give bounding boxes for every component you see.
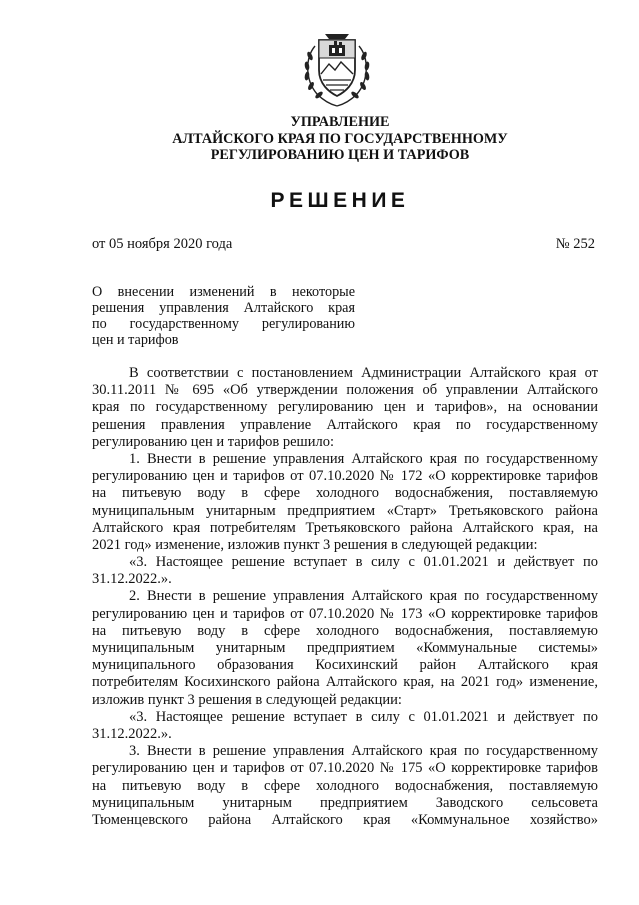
body-line: муниципальным унитарным предприятием Заводского сельсовета xyxy=(92,794,598,811)
subject-line: цен и тарифов xyxy=(92,332,179,348)
agency-name-line: АЛТАЙСКОГО КРАЯ ПО ГОСУДАРСТВЕННОМУ xyxy=(172,130,508,147)
body-line: регулированию цен и тарифов решило: xyxy=(92,433,334,450)
agency-name-line: УПРАВЛЕНИЕ xyxy=(290,114,390,130)
body-line: Тюменцевского района Алтайского края «Коммунальное хозяйство» xyxy=(92,811,598,828)
body-line: регулированию цен и тарифов от 07.10.2020 № 175 «О корректировке тарифов xyxy=(92,760,598,777)
body-line: регулированию цен и тарифов от 07.10.2020 № 172 «О корректировке тарифов xyxy=(92,468,598,485)
body-line: 31.12.2022.». xyxy=(92,725,172,742)
body-line: края по государственному регулированию цен и тарифов», на основании xyxy=(92,399,598,416)
body-line: изложив пункт 3 решения в следующей редакции: xyxy=(92,691,402,708)
body-line: решения правления управление Алтайского края по государственному xyxy=(92,416,598,433)
document-body xyxy=(92,365,598,829)
body-line: «3. Настоящее решение вступает в силу с 01.01.2021 и действует по xyxy=(129,708,598,725)
altai-krai-coat-of-arms-icon xyxy=(299,28,375,108)
body-line: на питьевую воду в сфере холодного водоснабжения, поставляемую xyxy=(92,622,598,639)
body-line: потребителям Косихинского района Алтайского края, на 2021 год» изменение, xyxy=(92,674,598,691)
subject-line: по государственному регулированию xyxy=(92,316,355,332)
document-number: № 252 xyxy=(555,236,595,252)
agency-name xyxy=(130,114,550,164)
body-line: 1. Внести в решение управления Алтайского края по государственному xyxy=(129,450,598,467)
body-line: 3. Внести в решение управления Алтайского края по государственному xyxy=(129,743,598,760)
body-line: муниципальным унитарным предприятием «Старт» Третьяковского района xyxy=(92,502,598,519)
body-line: В соответствии с постановлением Администрации Алтайского края от xyxy=(129,365,598,381)
body-line: 2. Внести в решение управления Алтайского края по государственному xyxy=(129,588,598,605)
document-title: РЕШЕНИЕ xyxy=(270,189,410,212)
body-line: на питьевую воду в сфере холодного водоснабжения, поставляемую xyxy=(92,777,598,794)
subject-line: решения управления Алтайского края xyxy=(92,300,355,316)
body-line: «3. Настоящее решение вступает в силу с 01.01.2021 и действует по xyxy=(129,554,598,571)
body-line: на питьевую воду в сфере холодного водоснабжения, поставляемую xyxy=(92,485,598,502)
document-date: от 05 ноября 2020 года xyxy=(92,236,233,252)
body-line: 30.11.2011 № 695 «Об утверждении положения об управлении Алтайского xyxy=(92,382,598,399)
body-line: муниципального образования Косихинский район Алтайского края xyxy=(92,657,598,674)
body-line: 31.12.2022.». xyxy=(92,571,172,588)
body-line: регулированию цен и тарифов от 07.10.2020 № 173 «О корректировке тарифов xyxy=(92,605,598,622)
body-line: Алтайского края потребителям Третьяковского района Алтайского края, на xyxy=(92,519,598,536)
body-line: 2021 год» изменение, изложив пункт 3 решения в следующей редакции: xyxy=(92,536,538,553)
agency-name-line: РЕГУЛИРОВАНИЮ ЦЕН И ТАРИФОВ xyxy=(210,147,470,163)
document-subject xyxy=(92,284,355,348)
body-line: муниципальным унитарным предприятием «Коммунальные системы» xyxy=(92,640,598,656)
subject-line: О внесении изменений в некоторые xyxy=(92,284,355,300)
